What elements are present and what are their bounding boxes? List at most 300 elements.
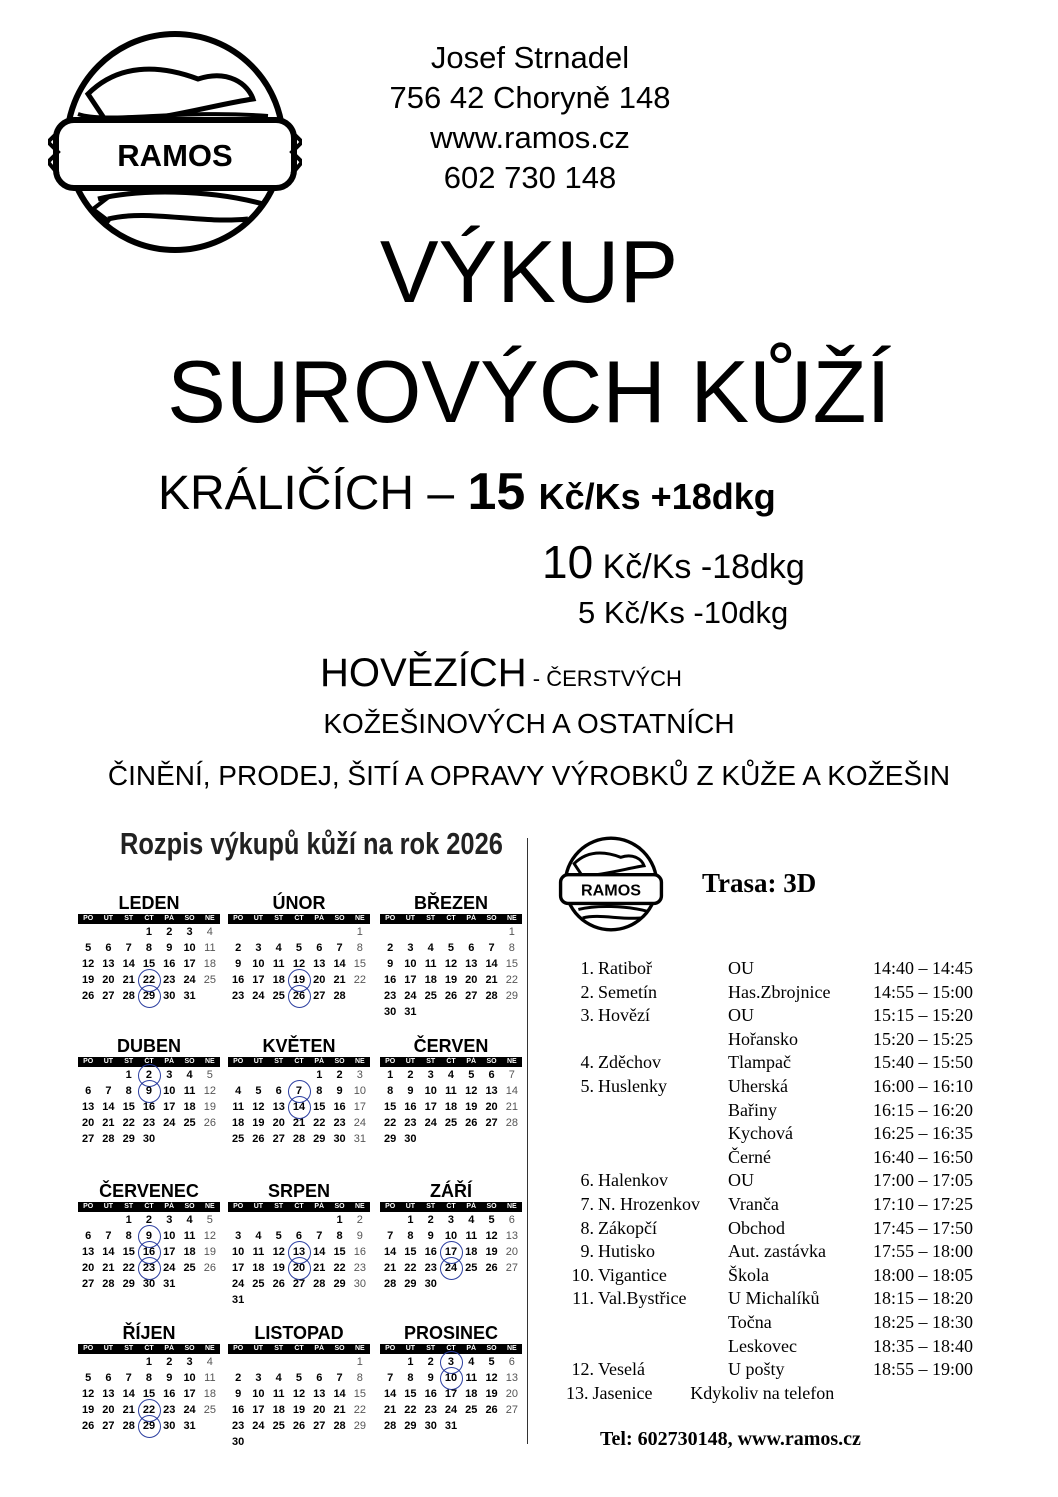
price-unit-2: Kč/Ks -18dkg (602, 548, 805, 586)
calendar-day: 20 (485, 1101, 498, 1113)
route-table (566, 957, 1006, 1405)
day-header: PÁ (314, 1203, 325, 1210)
calendar-day: 10 (232, 1246, 245, 1258)
calendar-month (380, 1035, 522, 1147)
day-header: PO (233, 915, 244, 922)
calendar-day: 17 (163, 1246, 176, 1258)
calendar-day: 15 (313, 1101, 326, 1113)
calendar-day-circled: 17 (441, 1244, 461, 1260)
calendar-month (78, 1180, 220, 1292)
calendar-day: 4 (275, 942, 282, 954)
calendar-day: 13 (505, 1230, 518, 1242)
empty-day (421, 924, 441, 940)
calendar-day: 9 (336, 1085, 343, 1097)
day-header: NE (354, 1203, 365, 1210)
calendar-day: 6 (316, 942, 323, 954)
calendar-day: 5 (488, 1356, 495, 1368)
calendar-day: 21 (485, 974, 498, 986)
day-header: NE (204, 1058, 215, 1065)
calendar-day: 5 (85, 942, 92, 954)
empty-day (98, 924, 118, 940)
calendar-month (380, 892, 522, 1020)
title-line-2: SUROVÝCH KŮŽÍ (167, 342, 891, 441)
calendar-day: 28 (292, 1133, 306, 1145)
calendar-day: 20 (313, 974, 326, 986)
route-logo-text: RAMOS (581, 881, 641, 900)
empty-day (329, 1354, 349, 1370)
calendar-day-circled: 7 (289, 1083, 309, 1099)
calendar-day: 11 (272, 1388, 285, 1400)
calendar-day: 10 (163, 1085, 176, 1097)
calendar-day: 2 (407, 1069, 414, 1081)
calendar-day: 10 (183, 1372, 196, 1384)
empty-day (289, 924, 309, 940)
month-name: KVĚTEN (262, 1036, 336, 1056)
calendar-day: 20 (465, 974, 478, 986)
empty-day (78, 1212, 98, 1228)
day-header: SO (334, 1345, 345, 1352)
calendar-day: 18 (252, 1262, 265, 1274)
calendar-day: 25 (203, 1404, 216, 1416)
calendar-day: 20 (505, 1246, 518, 1258)
contact-web[interactable]: www.ramos.cz (430, 120, 630, 155)
day-header: NE (204, 1345, 215, 1352)
route-row (566, 1193, 1006, 1217)
calendar-day: 1 (356, 1356, 363, 1368)
day-header: ST (274, 1058, 284, 1065)
day-header: ST (426, 1345, 436, 1352)
empty-day (98, 1067, 118, 1083)
calendar-day: 4 (206, 1356, 213, 1368)
calendar-day: 12 (292, 1388, 306, 1400)
calendar-day-circled: 22 (139, 1402, 159, 1418)
day-header: PO (233, 1203, 244, 1210)
month-name: ZÁŘÍ (430, 1181, 472, 1201)
calendar-day: 30 (163, 1420, 176, 1432)
calendar-day: 12 (272, 1246, 285, 1258)
calendar-day: 5 (468, 1069, 475, 1081)
day-header-row (380, 1057, 522, 1067)
month-grid (78, 924, 220, 1004)
month-name: PROSINEC (403, 1323, 499, 1343)
calendar-day: 31 (353, 1133, 366, 1145)
calendar-day: 20 (102, 1404, 115, 1416)
calendar-day: 23 (404, 1117, 417, 1129)
calendar-day: 26 (272, 1278, 285, 1290)
calendar-day: 20 (272, 1117, 285, 1129)
calendar-day: 5 (488, 1214, 495, 1226)
price-unit-1: Kč/Ks +18dkg (538, 476, 776, 517)
route-num (566, 1311, 598, 1335)
month-grid (228, 1354, 370, 1450)
calendar-day: 19 (485, 1388, 498, 1400)
calendar-day: 23 (163, 1404, 176, 1416)
calendar-day: 3 (356, 1069, 363, 1081)
calendar-day: 9 (427, 1372, 434, 1384)
route-time: 16:00 – 16:10 (873, 1075, 974, 1096)
calendar-day: 26 (82, 1420, 95, 1432)
calendar-day: 28 (122, 990, 135, 1002)
calendar-day: 23 (384, 990, 397, 1002)
route-num (566, 1122, 598, 1146)
divider (527, 838, 528, 1444)
calendar-day: 23 (424, 1404, 437, 1416)
calendar-day: 13 (82, 1246, 95, 1258)
calendar-day-circled: 3 (441, 1354, 461, 1370)
day-header: SO (184, 915, 195, 922)
calendar-day: 6 (508, 1214, 515, 1226)
day-header: ÚT (253, 1058, 264, 1065)
calendar-day: 16 (404, 1101, 417, 1113)
day-header: NE (506, 915, 517, 922)
day-header: ST (426, 1203, 436, 1210)
day-header: SO (486, 1203, 497, 1210)
route-row (566, 1264, 1006, 1288)
route-place (598, 1122, 728, 1146)
contact-address: 756 42 Choryně 148 (389, 80, 671, 115)
price-rabbit-medium (542, 535, 805, 589)
calendar-day: 30 (384, 1006, 397, 1018)
empty-day (228, 1212, 248, 1228)
calendar-day: 9 (356, 1230, 363, 1242)
calendar-day: 27 (82, 1133, 95, 1145)
day-header: ČT (144, 1203, 154, 1210)
calendar-day: 18 (424, 974, 437, 986)
month-grid (78, 1212, 220, 1292)
day-header: ČT (446, 1345, 456, 1352)
calendar-day: 8 (407, 1230, 414, 1242)
calendar-day: 14 (102, 1101, 115, 1113)
calendar-day: 18 (272, 1404, 285, 1416)
route-time: 14:40 – 14:45 (873, 958, 974, 978)
calendar-day: 10 (353, 1085, 366, 1097)
route-row (566, 1335, 1006, 1359)
calendar-day: 1 (407, 1214, 414, 1226)
day-header: PO (233, 1345, 244, 1352)
calendar-day: 28 (102, 1133, 115, 1145)
calendar-day: 12 (203, 1085, 216, 1097)
calendar-day-circled: 22 (139, 972, 159, 988)
calendar-day: 8 (125, 1085, 132, 1097)
month-grid (228, 1067, 370, 1147)
day-header: PÁ (164, 915, 175, 922)
calendar-day: 3 (255, 1372, 262, 1384)
day-header: SO (334, 915, 345, 922)
route-row (566, 1146, 1006, 1170)
day-header-row (78, 914, 220, 924)
calendar-day: 11 (204, 1372, 216, 1384)
calendar-day: 9 (407, 1085, 414, 1097)
route-row (566, 1240, 1006, 1264)
calendar-day: 8 (356, 942, 363, 954)
calendar-day: 22 (404, 1262, 417, 1274)
rabbit-label: KRÁLIČÍCH – (158, 467, 455, 520)
calendar-day: 12 (485, 1230, 498, 1242)
calendar-day: 18 (444, 1101, 458, 1113)
calendar-day: 8 (125, 1230, 132, 1242)
calendar-day: 6 (85, 1230, 92, 1242)
month-name: ČERVEN (413, 1036, 489, 1056)
calendar-day-circled: 10 (441, 1370, 461, 1386)
month-name: SRPEN (267, 1181, 330, 1201)
route-row (566, 1051, 1006, 1075)
calendar-day: 18 (183, 1101, 196, 1113)
day-header: ÚT (103, 1058, 114, 1065)
calendar-day: 17 (252, 974, 265, 986)
calendar-day: 29 (505, 990, 518, 1002)
empty-day (248, 1212, 268, 1228)
calendar-month (78, 1322, 220, 1434)
calendar-day: 28 (485, 990, 498, 1002)
day-header: PÁ (466, 1058, 477, 1065)
day-header: PÁ (314, 1345, 325, 1352)
calendar-day: 6 (468, 942, 475, 954)
empty-day (309, 1212, 329, 1228)
calendar-day: 21 (333, 1404, 346, 1416)
empty-day (78, 1067, 98, 1083)
calendar-day: 9 (235, 958, 242, 970)
route-time (908, 1382, 1006, 1406)
ramos-logo-text: RAMOS (117, 138, 233, 173)
calendar-day: 6 (275, 1085, 282, 1097)
calendar-day: 18 (465, 1246, 478, 1258)
calendar-day: 23 (163, 974, 176, 986)
route-row (566, 1099, 1006, 1123)
calendar-day: 9 (166, 1372, 173, 1384)
calendar-day-circled: 19 (289, 972, 309, 988)
day-header: ÚT (253, 1345, 264, 1352)
calendar-day: 24 (353, 1117, 366, 1129)
route-place (598, 1146, 728, 1170)
calendar-day: 19 (485, 1246, 498, 1258)
day-header: PÁ (164, 1203, 175, 1210)
empty-day (269, 1067, 289, 1083)
route-stop: Aut. zastávka (728, 1241, 826, 1262)
calendar-day-circled: 26 (289, 988, 309, 1004)
calendar-day: 13 (272, 1101, 285, 1113)
calendar-day: 25 (465, 1404, 478, 1416)
empty-day (289, 1354, 309, 1370)
price-rabbit-large (158, 462, 776, 522)
calendar-day: 31 (232, 1294, 245, 1306)
calendar-day: 4 (427, 942, 434, 954)
month-grid (78, 1354, 220, 1434)
calendar-day: 18 (465, 1388, 478, 1400)
contact-phone[interactable]: 602 730 148 (443, 160, 617, 195)
calendar-day: 20 (82, 1117, 95, 1129)
empty-day (119, 924, 139, 940)
calendar-day: 8 (145, 1372, 153, 1384)
month-grid (228, 1212, 370, 1308)
calendar-day: 17 (163, 1101, 176, 1113)
route-stop: Leskovec (728, 1335, 797, 1356)
route-row (566, 981, 1006, 1005)
route-place: Semetín (598, 981, 657, 1002)
empty-day (78, 1354, 98, 1370)
calendar-day: 30 (333, 1133, 346, 1145)
calendar-day: 25 (444, 1117, 458, 1129)
calendar-day: 29 (353, 1420, 366, 1432)
calendar-day: 2 (166, 1356, 173, 1368)
day-header: PÁ (466, 1345, 477, 1352)
calendar-day-circled: 24 (441, 1260, 461, 1276)
calendar-day: 23 (142, 1117, 156, 1129)
calendar-day-circled: 29 (139, 988, 159, 1004)
day-header: ČT (446, 915, 456, 922)
month-name: ŘÍJEN (122, 1323, 176, 1343)
route-row (566, 1311, 1006, 1335)
day-header: SO (184, 1058, 195, 1065)
day-header: ST (124, 1345, 134, 1352)
calendar-day: 3 (407, 942, 414, 954)
calendar-day: 6 (316, 1372, 323, 1384)
day-header: PÁ (466, 915, 477, 922)
beef-sub: - ČERSTVÝCH (526, 666, 682, 691)
month-grid (380, 1067, 522, 1147)
calendar-day: 4 (255, 1230, 262, 1242)
calendar-day: 28 (384, 1278, 397, 1290)
calendar-month (380, 1322, 522, 1434)
route-time: 18:55 – 19:00 (873, 1359, 974, 1380)
calendar-day: 3 (166, 1069, 173, 1081)
calendar-day: 15 (142, 1388, 156, 1400)
contact-name: Josef Strnadel (430, 40, 630, 75)
route-stop: U Michalíků (728, 1288, 820, 1309)
calendar-month (228, 1180, 370, 1308)
route-num: 3. (580, 1005, 594, 1026)
calendar-day: 24 (163, 1262, 176, 1274)
calendar-day: 4 (468, 1214, 475, 1226)
route-place: Zděchov (598, 1052, 661, 1073)
calendar-day: 27 (465, 990, 478, 1002)
calendar-day: 1 (145, 926, 153, 938)
day-header: ÚT (253, 915, 264, 922)
calendar-day: 20 (102, 974, 115, 986)
route-row (566, 1122, 1006, 1146)
calendar-day-circled: 2 (139, 1067, 159, 1083)
empty-day (269, 924, 289, 940)
calendar-day: 27 (505, 1404, 518, 1416)
calendar-day: 6 (508, 1356, 515, 1368)
route-place (598, 1028, 728, 1052)
route-row (566, 1169, 1006, 1193)
calendar-day: 27 (485, 1117, 498, 1129)
calendar-day: 22 (122, 1262, 135, 1274)
route-num: 4. (580, 1052, 594, 1073)
calendar-day: 24 (163, 1117, 176, 1129)
route-stop: Černé (728, 1146, 771, 1167)
calendar-day: 16 (424, 1246, 437, 1258)
services-line: ČINĚNÍ, PRODEJ, ŠITÍ A OPRAVY VÝROBKŮ Z KŮŽE A KOŽEŠIN (107, 760, 951, 791)
calendar-day: 11 (272, 958, 285, 970)
calendar-day: 14 (102, 1246, 115, 1258)
route-stop: Vranča (728, 1193, 779, 1214)
calendar-day: 13 (313, 1388, 326, 1400)
calendar-day: 22 (313, 1117, 326, 1129)
route-num: 9. (580, 1241, 594, 1262)
route-row (566, 1028, 1006, 1052)
calendar-day: 18 (183, 1246, 196, 1258)
day-header: SO (486, 915, 497, 922)
calendar-day: 14 (505, 1085, 518, 1097)
day-header: NE (354, 1058, 365, 1065)
calendar-day: 17 (183, 958, 196, 970)
empty-day (228, 924, 248, 940)
empty-day (309, 924, 329, 940)
route-place: N. Hrozenkov (598, 1193, 700, 1214)
day-header: PÁ (466, 1203, 477, 1210)
calendar-day: 7 (316, 1230, 323, 1242)
calendar-day: 12 (485, 1372, 498, 1384)
empty-day (329, 924, 349, 940)
day-header: PO (385, 915, 396, 922)
calendar-day: 21 (384, 1404, 397, 1416)
calendar-day: 29 (122, 1133, 135, 1145)
day-header: NE (506, 1058, 517, 1065)
calendar-day: 19 (82, 974, 95, 986)
calendar-day: 22 (404, 1404, 417, 1416)
calendar-day: 19 (444, 974, 458, 986)
route-row (566, 1217, 1006, 1241)
calendar-day: 20 (313, 1404, 326, 1416)
calendar-day: 11 (252, 1246, 265, 1258)
day-header: NE (204, 1203, 215, 1210)
route-stop: Hořansko (728, 1028, 798, 1049)
calendar-day: 2 (235, 1372, 242, 1384)
route-row (566, 1075, 1006, 1099)
route-time: 15:40 – 15:50 (873, 1052, 974, 1073)
calendar-day: 9 (387, 958, 394, 970)
calendar-day: 17 (404, 974, 417, 986)
calendar-day: 3 (427, 1069, 434, 1081)
route-place (598, 1311, 728, 1335)
calendar-day: 30 (424, 1278, 437, 1290)
calendar-day: 14 (384, 1246, 397, 1258)
route-num (566, 1099, 598, 1123)
route-place: Vigantice (598, 1264, 667, 1285)
day-header: SO (184, 1345, 195, 1352)
day-header: ČT (294, 1058, 304, 1065)
route-stop: Točna (728, 1311, 772, 1332)
calendar-day: 28 (333, 1420, 346, 1432)
calendar-day: 6 (85, 1085, 92, 1097)
price-rabbit-small: 5 Kč/Ks -10dkg (578, 595, 789, 630)
route-num: 7. (580, 1193, 594, 1214)
calendar-day: 27 (82, 1278, 95, 1290)
day-header: ÚT (405, 1203, 416, 1210)
calendar-day: 11 (445, 1085, 457, 1097)
calendar-day: 19 (252, 1117, 265, 1129)
route-stop: Kdykoliv na telefon (690, 1382, 835, 1403)
calendar-day: 22 (353, 974, 366, 986)
calendar-day-circled: 9 (139, 1083, 159, 1099)
day-header: PÁ (164, 1345, 175, 1352)
calendar-day: 26 (444, 990, 458, 1002)
calendar-day: 28 (102, 1278, 115, 1290)
route-place: Jasenice (592, 1382, 653, 1403)
day-header: NE (354, 915, 365, 922)
calendar-day: 24 (232, 1278, 245, 1290)
day-header: ST (124, 1058, 134, 1065)
calendar-day: 15 (333, 1246, 346, 1258)
calendar-day: 23 (424, 1262, 437, 1274)
calendar-day: 26 (203, 1117, 216, 1129)
calendar-day: 30 (404, 1133, 417, 1145)
calendar-day: 11 (465, 1372, 478, 1384)
calendar-day: 10 (163, 1230, 176, 1242)
calendar-day: 14 (122, 958, 135, 970)
calendar-day: 12 (203, 1230, 216, 1242)
